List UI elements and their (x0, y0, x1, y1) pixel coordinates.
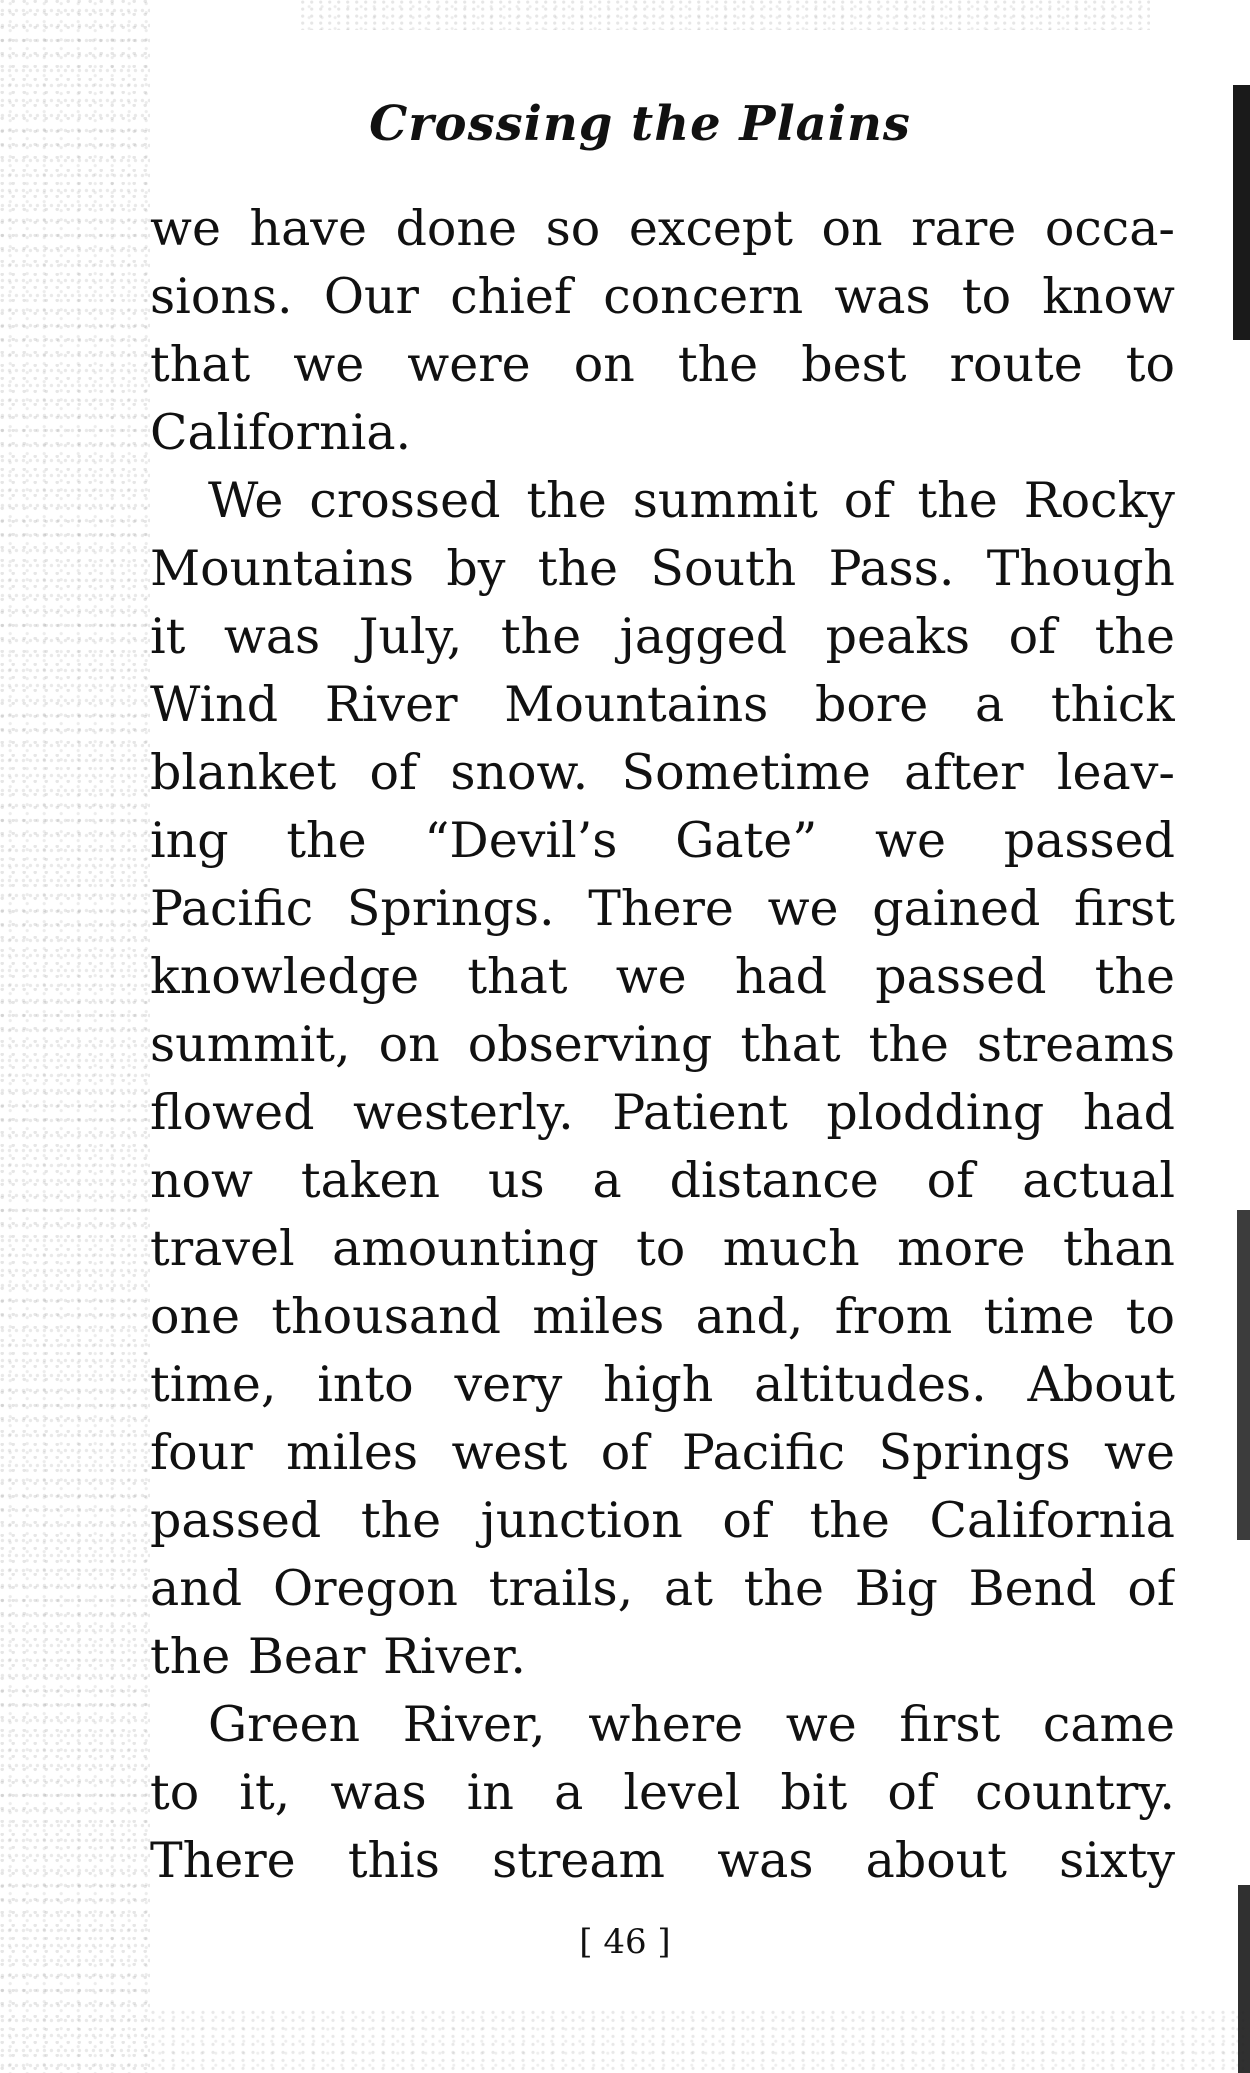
text-line: flowed westerly. Patient plodding had (150, 1084, 1175, 1141)
text-line: Green River, where we first came (208, 1696, 1175, 1753)
text-line: the Bear River. (150, 1628, 526, 1685)
text-line: passed the junction of the California (150, 1492, 1175, 1549)
page-number: [ 46 ] (579, 1922, 671, 1962)
text-line: to it, was in a level bit of country. (150, 1764, 1175, 1821)
scan-noise-top (300, 0, 1150, 30)
binding-shadow-middle (1237, 1210, 1250, 1540)
text-line: and Oregon trails, at the Big Bend of (150, 1560, 1175, 1617)
text-line: We crossed the summit of the Rocky (208, 472, 1175, 529)
text-line: it was July, the jagged peaks of the (150, 608, 1175, 665)
body-text (150, 195, 1175, 1895)
text-line: There this stream was about sixty (150, 1832, 1175, 1889)
binding-shadow-bottom (1238, 1885, 1250, 2073)
text-line: one thousand miles and, from time to (150, 1288, 1175, 1345)
text-line: Wind River Mountains bore a thick (150, 676, 1175, 733)
text-line: now taken us a distance of actual (150, 1152, 1175, 1209)
text-line: ing the “Devil’s Gate” we passed (150, 812, 1175, 869)
scan-noise-bottom (150, 2010, 1250, 2073)
scan-noise-left (0, 0, 150, 2073)
text-line: we have done so except on rare occa- (150, 200, 1175, 257)
text-line: time, into very high altitudes. About (150, 1356, 1175, 1413)
text-line: Pacific Springs. There we gained first (150, 880, 1175, 937)
text-line: knowledge that we had passed the (150, 948, 1175, 1005)
text-line: four miles west of Pacific Springs we (150, 1424, 1175, 1481)
running-head-text: Crossing the Plains (369, 96, 911, 152)
text-line: blanket of snow. Sometime after leav- (150, 744, 1175, 801)
text-line: summit, on observing that the streams (150, 1016, 1175, 1073)
text-line: travel amounting to much more than (150, 1220, 1175, 1277)
text-line: Mountains by the South Pass. Though (150, 540, 1175, 597)
text-line: California. (150, 404, 412, 461)
text-line: that we were on the best route to (150, 336, 1175, 393)
running-head (0, 96, 1250, 152)
text-line: sions. Our chief concern was to know (150, 268, 1175, 325)
